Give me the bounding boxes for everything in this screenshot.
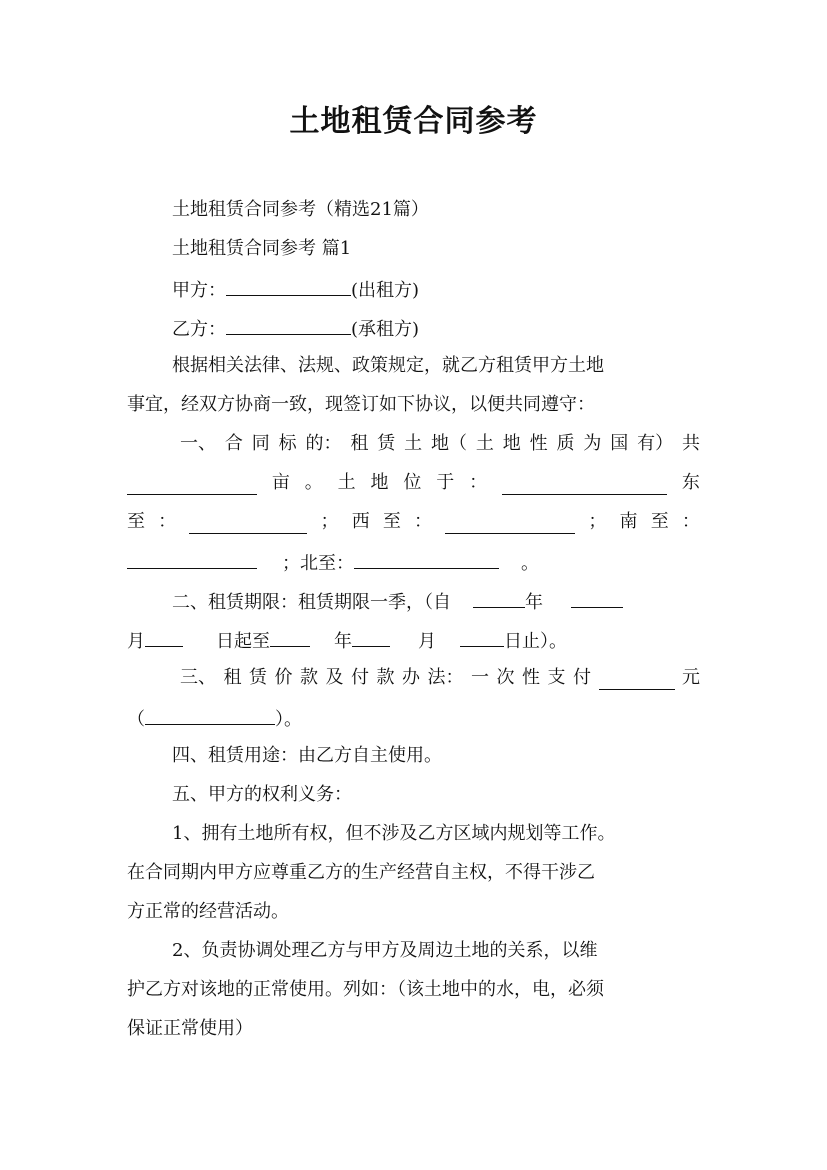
month-label: 月	[418, 631, 436, 652]
clause-3-token: 款	[376, 667, 395, 688]
clause-1-token: 同	[251, 433, 270, 454]
clause-2-line-2	[127, 624, 567, 654]
clause-4: 四、租赁用途：由乙方自主使用。	[172, 745, 442, 766]
clause-1-token: 至	[382, 511, 401, 532]
clause-1-token: 地（	[431, 433, 467, 454]
west-boundary-blank	[445, 511, 575, 534]
item-1-line-1: 1、拥有土地所有权，但不涉及乙方区域内规划等工作。	[172, 823, 616, 844]
party-a-blank	[226, 273, 351, 296]
item-1-line-2: 在合同期内甲方应尊重乙方的生产经营自主权，不得干涉乙	[127, 862, 595, 883]
party-b-label: 乙方：	[172, 319, 226, 340]
clause-1-token: 性	[529, 433, 548, 454]
preamble-line-2: 事宜，经双方协商一致，现签订如下协议，以便共同遵守：	[127, 394, 595, 415]
party-b-line	[172, 312, 419, 342]
clause-2-start: 二、租赁期限：租赁期限一季，（自	[172, 592, 451, 613]
start-day-blank	[145, 624, 183, 647]
clause-1-token: ：	[414, 511, 433, 532]
payment-amount-blank	[599, 667, 675, 690]
party-a-note: (出租方)	[351, 280, 420, 301]
clause-1-token: 地	[370, 472, 389, 493]
clause-1-line-1	[180, 429, 700, 459]
clause-1-token: ；	[588, 511, 607, 532]
clause-3-token: 一	[471, 667, 489, 688]
clause-3-token: 法：	[427, 667, 464, 688]
clause-3-token: 赁	[249, 667, 267, 688]
clause-1-token: 土	[404, 433, 423, 454]
clause-3-token: 价	[274, 667, 293, 688]
subtitle-line: 土地租赁合同参考（精选21篇）	[172, 199, 429, 220]
party-b-blank	[226, 312, 351, 335]
clause-3-token: 元	[682, 667, 700, 688]
month-label: 月	[127, 631, 145, 652]
south-boundary-blank	[127, 546, 257, 569]
start-year-blank	[473, 585, 525, 608]
clause-1-token: 地	[502, 433, 521, 454]
clause-1-token: 东	[681, 472, 700, 493]
clause-3-line-1	[180, 663, 700, 693]
clause-1-token: 南	[619, 511, 638, 532]
clause-3-line-2	[127, 702, 302, 732]
clause-3-token: 次	[496, 667, 515, 688]
party-a-label: 甲方：	[172, 280, 226, 301]
chapter-heading: 土地租赁合同参考 篇1	[172, 238, 352, 259]
clause-1-token: ：	[469, 472, 488, 493]
clause-1-token: 标	[278, 433, 297, 454]
clause-3-token: 三、	[180, 667, 216, 688]
payment-words-blank	[145, 702, 275, 725]
north-boundary-blank	[354, 546, 499, 569]
clause-1-end: 。	[521, 553, 539, 574]
clause-1-token: 亩	[271, 472, 290, 493]
year-label: 年	[525, 592, 543, 613]
document-title: 土地租赁合同参考	[289, 104, 538, 139]
clause-1-token: 至	[650, 511, 669, 532]
clause-2-line-1	[172, 585, 623, 615]
start-month-blank	[571, 585, 623, 608]
clause-1-token: 的：	[305, 433, 342, 454]
clause-3-token: 性	[522, 667, 540, 688]
item-2-line-2: 护乙方对该地的正常使用。列如：（该土地中的水，电，必须	[127, 979, 604, 1000]
clause-3-token: 付	[351, 667, 369, 688]
clause-1-token: 国	[610, 433, 629, 454]
clause-1-token: 至	[127, 511, 145, 532]
clause-1-line-4	[127, 546, 539, 576]
east-boundary-blank	[189, 511, 307, 534]
clause-1-token: 合	[224, 433, 243, 454]
item-1-line-3: 方正常的经营活动。	[127, 901, 289, 922]
clause-1-token: 一、	[180, 433, 216, 454]
end-year-blank	[270, 624, 310, 647]
item-2-line-1: 2、负责协调处理乙方与甲方及周边土地的关系，以维	[172, 940, 598, 961]
clause-3-token: 款	[300, 667, 318, 688]
clause-1-token: ：	[681, 511, 700, 532]
clause-1-token: ：	[158, 511, 177, 532]
clause-1-token: 土	[475, 433, 494, 454]
clause-1-line-3	[127, 507, 700, 537]
clause-1-token: 有）	[637, 433, 674, 454]
clause-3-token: 及	[325, 667, 344, 688]
clause-1-token: 租	[350, 433, 369, 454]
item-2-line-3: 保证正常使用）	[127, 1018, 253, 1039]
clause-1-line-2	[127, 468, 700, 498]
party-a-line	[172, 273, 419, 303]
end-month-blank	[352, 624, 390, 647]
clause-1-token: 位	[403, 472, 422, 493]
area-blank	[127, 472, 257, 495]
location-blank	[502, 472, 667, 495]
clause-3-token: 租	[223, 667, 242, 688]
clause-1-token: 土	[337, 472, 356, 493]
clause-3-token: 办	[402, 667, 420, 688]
clause-1-token: 为	[583, 433, 602, 454]
clause-1-token: 西	[351, 511, 370, 532]
clause-1-token: 共	[682, 433, 700, 454]
north-label: ；北至：	[282, 553, 354, 574]
preamble-line-1: 根据相关法律、法规、政策规定，就乙方租赁甲方土地	[172, 355, 604, 376]
clause-3-close: ）。	[275, 709, 302, 730]
clause-1-token: 赁	[377, 433, 396, 454]
end-day-blank	[460, 624, 504, 647]
day-to-label: 日止）。	[504, 631, 567, 652]
clause-3-token: 付	[573, 667, 591, 688]
year-label: 年	[334, 631, 352, 652]
clause-5-heading: 五、甲方的权利义务：	[172, 784, 352, 805]
day-from-label: 日起至	[216, 631, 270, 652]
clause-1-token: 。	[304, 472, 323, 493]
party-b-note: (承租方)	[351, 319, 420, 340]
clause-3-token: 支	[547, 667, 566, 688]
clause-1-token: 质	[556, 433, 575, 454]
clause-1-token: ；	[320, 511, 339, 532]
clause-1-token: 于	[436, 472, 455, 493]
clause-3-open: （	[127, 709, 145, 730]
